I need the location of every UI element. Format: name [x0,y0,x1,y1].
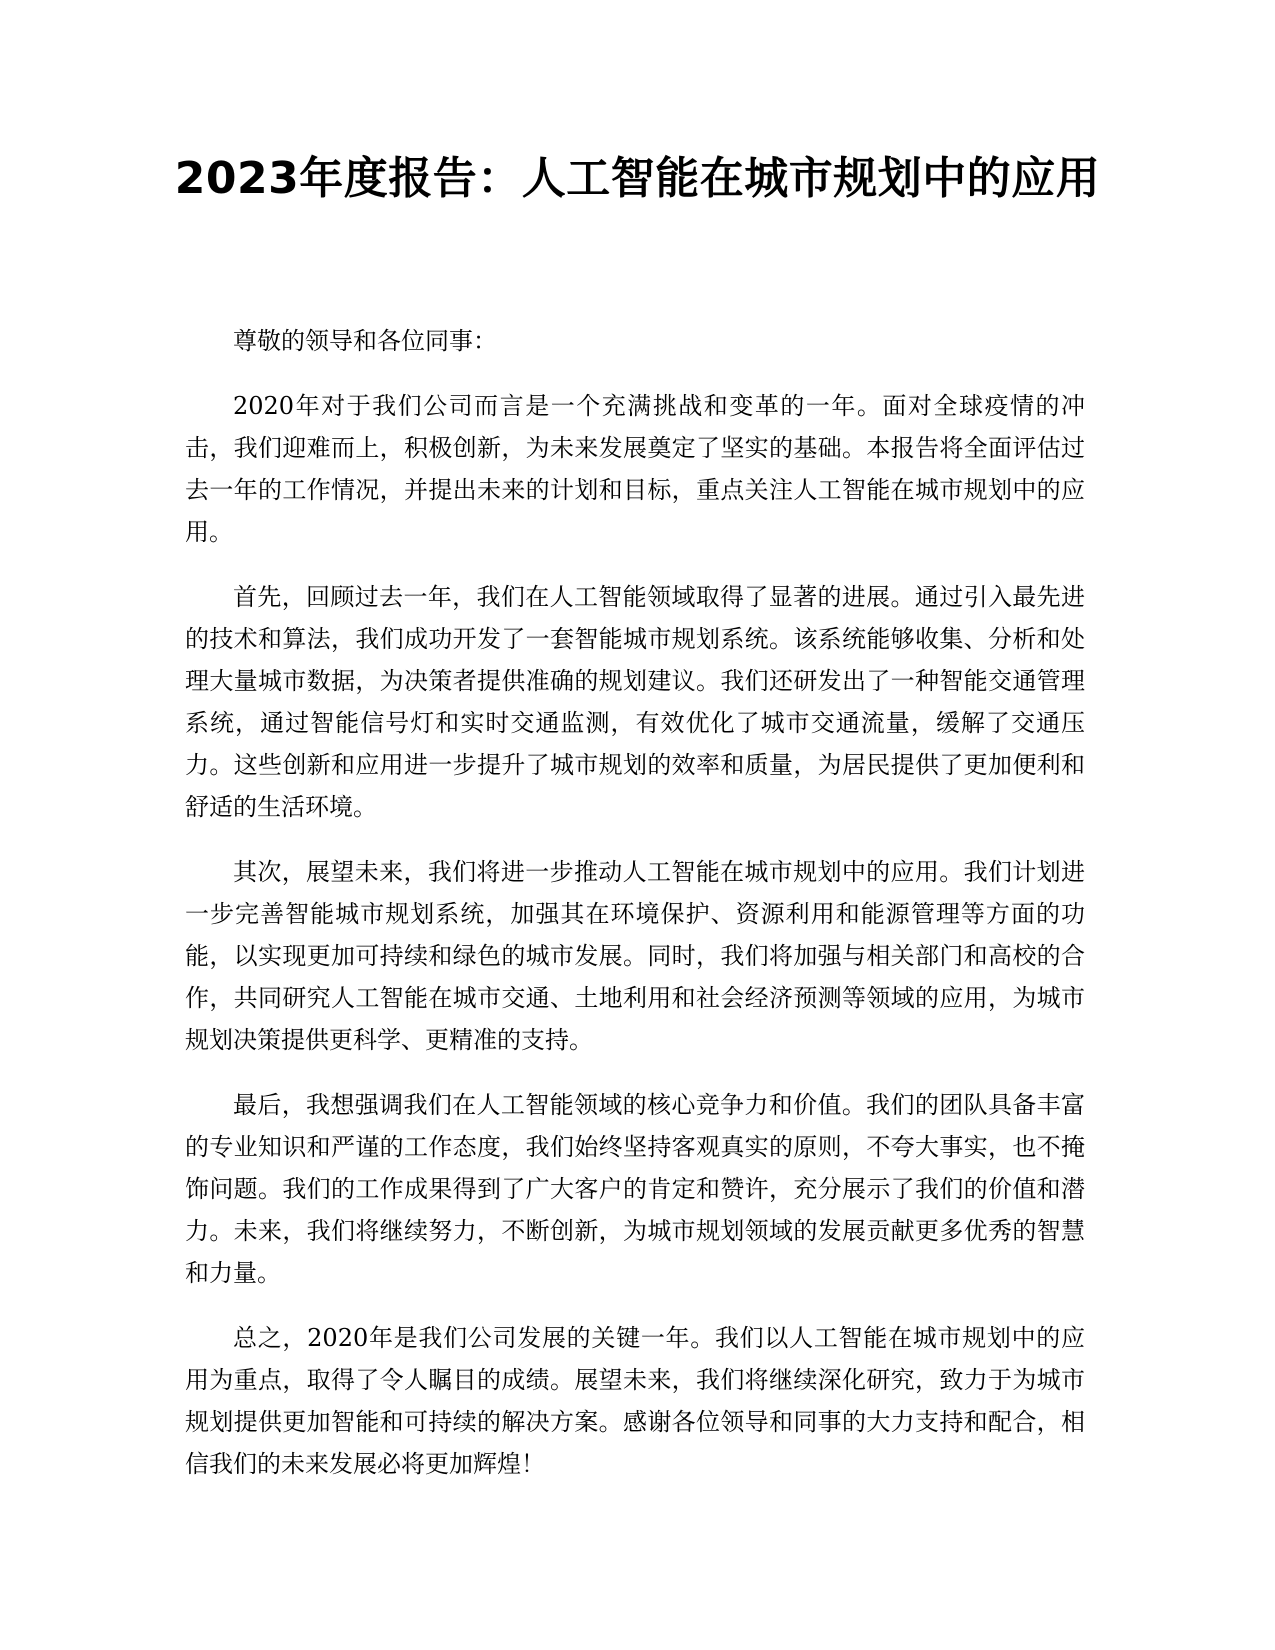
paragraph-intro: 2020年对于我们公司而言是一个充满挑战和变革的一年。面对全球疫情的冲击，我们迎难而上，积极创新，为未来发展奠定了坚实的基础。本报告将全面评估过去一年的工作情况，并提出未来的计划和目标，重点关注人工智能在城市规划中的应用。 [185,392,1085,546]
paragraph-conclusion: 总之，2020年是我们公司发展的关键一年。我们以人工智能在城市规划中的应用为重点，取得了令人瞩目的成绩。展望未来，我们将继续深化研究，致力于为城市规划提供更加智能和可持续的解决方案。感谢各位领导和同事的大力支持和配合，相信我们的未来发展必将更加辉煌！ [185,1324,1085,1478]
paragraph-outlook: 其次，展望未来，我们将进一步推动人工智能在城市规划中的应用。我们计划进一步完善智能城市规划系统，加强其在环境保护、资源利用和能源管理等方面的功能，以实现更加可持续和绿色的城市发展。同时，我们将加强与相关部门和高校的合作，共同研究人工智能在城市交通、土地利用和社会经济预测等领域的应用，为城市规划决策提供更科学、更精准的支持。 [185,858,1085,1054]
paragraph-review: 首先，回顾过去一年，我们在人工智能领域取得了显著的进展。通过引入最先进的技术和算法，我们成功开发了一套智能城市规划系统。该系统能够收集、分析和处理大量城市数据，为决策者提供准确的规划建议。我们还研发出了一种智能交通管理系统，通过智能信号灯和实时交通监测，有效优化了城市交通流量，缓解了交通压力。这些创新和应用进一步提升了城市规划的效率和质量，为居民提供了更加便利和舒适的生活环境。 [185,583,1085,821]
document-body [185,320,1085,1508]
salutation: 尊敬的领导和各位同事： [233,327,497,355]
paragraph-strengths: 最后，我想强调我们在人工智能领域的核心竞争力和价值。我们的团队具备丰富的专业知识和严谨的工作态度，我们始终坚持客观真实的原则，不夸大事实，也不掩饰问题。我们的工作成果得到了广大客户的肯定和赞许，充分展示了我们的价值和潜力。未来，我们将继续努力，不断创新，为城市规划领域的发展贡献更多优秀的智慧和力量。 [185,1091,1085,1287]
document-title: 2023年度报告：人工智能在城市规划中的应用 [174,153,1101,204]
